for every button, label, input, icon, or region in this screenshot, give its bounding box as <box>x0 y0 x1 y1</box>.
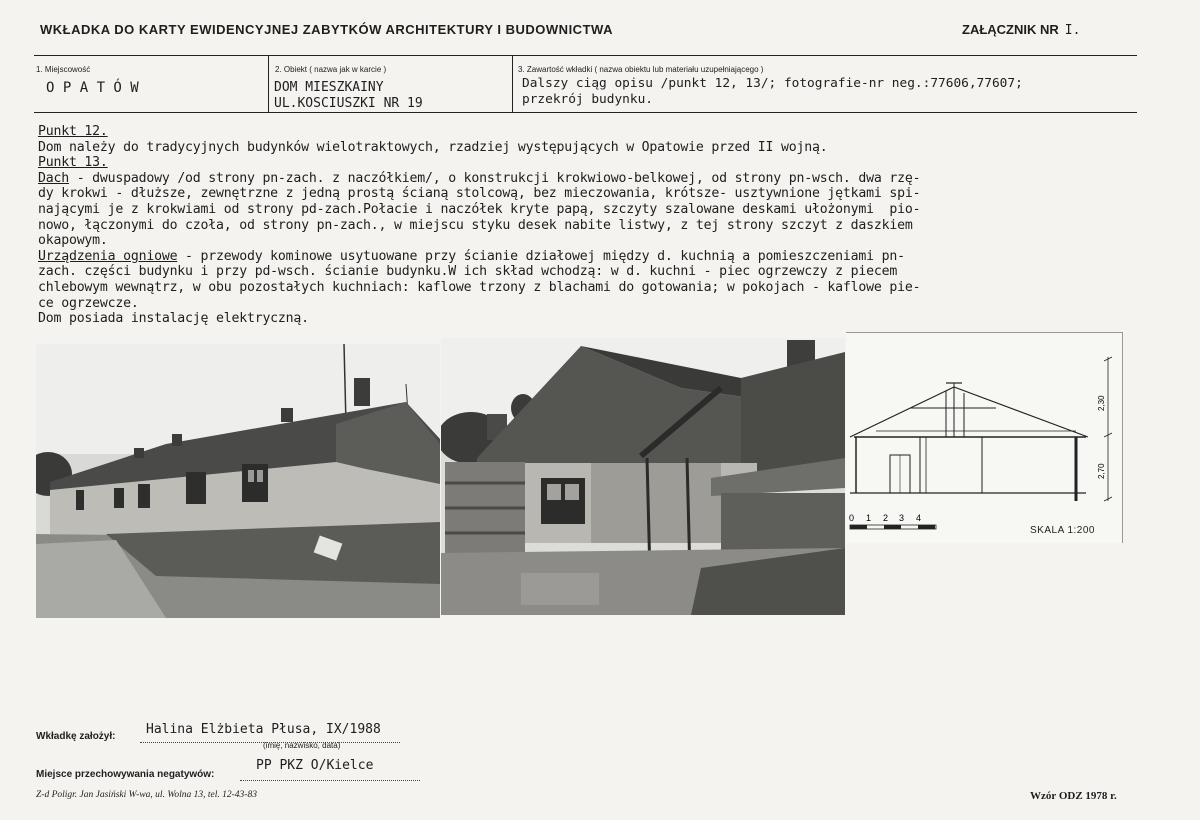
object-value-line1: DOM MIESZKAINY <box>274 80 384 95</box>
scale-tick-3: 3 <box>899 513 905 523</box>
form-title: WKŁADKA DO KARTY EWIDENCYJNEJ ZABYTKÓW ARCHITEKTURY I BUDOWNICTWA <box>40 22 613 37</box>
object-value-line2: UL.KOŚCIUSZKI NR 19 <box>274 96 423 109</box>
photo-wooden-gable <box>441 338 845 615</box>
fire-text-3: chlebowym wewnątrz, w obu pozostałych kuchniach: kaflowe trzony z blachami do gotowania; w pokojach - kaflowe pie- <box>38 279 921 295</box>
founder-value: Halina Elżbieta Płusa, IX/1988 <box>146 722 381 737</box>
rule-top <box>34 55 1137 56</box>
founder-label: Wkładkę założył: <box>36 731 116 742</box>
content-value-line1: Dalszy ciąg opisu /punkt 12, 13/; fotografie-nr neg.:77606,77607; <box>522 76 1023 91</box>
place-value: O P A T Ó W <box>46 80 139 96</box>
annex-label: ZAŁĄCZNIK NR <box>962 22 1059 37</box>
roof-text-5: okapowym. <box>38 233 108 249</box>
roof-text-4: nowo, łączonymi do czoła, od strony pn-zach., w miejscu styku desek nabite listwy, z tej strony szczyt z daszkiem <box>38 217 913 233</box>
building-cross-section <box>846 332 1123 543</box>
fire-text-4: ce ogrzewcze. <box>38 295 139 311</box>
photo-wooden-gable-image <box>441 338 845 615</box>
dimension-lower: 2,70 <box>1097 463 1106 479</box>
rule-fields-bottom <box>34 112 1137 113</box>
scale-tick-4: 4 <box>916 513 922 523</box>
content-value-line2: przekrój budynku. <box>522 92 653 107</box>
scale-tick-1: 1 <box>866 513 872 523</box>
photo-house-exterior <box>36 344 440 618</box>
negatives-value: PP PKZ O/Kielce <box>256 758 374 773</box>
point-12-heading: Punkt 12. <box>38 124 108 139</box>
scale-tick-0: 0 <box>849 513 855 523</box>
annex-value: I. <box>1064 23 1081 38</box>
roof-term: Dach <box>38 170 69 186</box>
annex-number <box>962 22 1080 38</box>
roof-text-2: dy krokwi - dłuższe, zewnętrzne z jedną prostą ścianą stolcową, bez mieczowania, krótsze- usztywnione jętkami spi- <box>38 186 921 202</box>
point-12-text: Dom należy do tradycyjnych budynków wielotraktowych, rzadziej występujących w Opatowie przed II wojną. <box>38 139 828 155</box>
scale-label: SKALA 1:200 <box>1030 525 1095 536</box>
fire-text-2: zach. części budynku i przy pd-wsch. ścianie budynku.W ich skład wchodzą: w d. kuchni - piec ogrzewczy z piecem <box>38 264 898 280</box>
content-label: 3. Zawartość wkładki ( nazwa obiektu lub materiału uzupełniającego ) <box>518 65 764 74</box>
fire-text-1: - przewody kominowe usytuowane przy ścianie działowej między d. kuchnią a pomieszczeniami pn- <box>177 248 905 264</box>
electric-text: Dom posiada instalację elektryczną. <box>38 311 309 327</box>
cross-section-drawing <box>846 333 1122 543</box>
form-template-id: Wzór ODZ 1978 r. <box>1030 790 1117 802</box>
scale-tick-2: 2 <box>883 513 889 523</box>
fire-term: Urządzenia ogniowe <box>38 248 178 264</box>
rule-divider-1 <box>268 55 269 113</box>
point-13-heading: Punkt 13. <box>38 155 108 171</box>
object-label: 2. Obiekt ( nazwa jak w karcie ) <box>275 65 387 74</box>
founder-hint: (imię, nazwisko, data) <box>263 741 341 750</box>
description-text <box>38 124 1178 327</box>
photo-house-exterior-image <box>36 344 440 618</box>
rule-divider-2 <box>512 55 513 113</box>
printer-imprint: Z-d Poligr. Jan Jasiński W-wa, ul. Wolna 13, tel. 12-43-83 <box>36 790 257 800</box>
dimension-upper: 2,30 <box>1097 395 1106 411</box>
place-label: 1. Miejscowość <box>36 65 91 74</box>
negatives-label: Miejsce przechowywania negatywów: <box>36 769 215 780</box>
roof-text-3: nającymi je z krokwiami od strony pd-zach.Połacie i naczółek kryte papą, szczyty szalowane deskami ułożonymi pio- <box>38 201 921 217</box>
negatives-dotted-line <box>240 780 420 782</box>
roof-text-1: - dwuspadowy /od strony pn-zach. z naczółkiem/, o konstrukcji krokwiowo-belkowej, od strony pn-wsch. dwa rzę- <box>68 170 921 186</box>
